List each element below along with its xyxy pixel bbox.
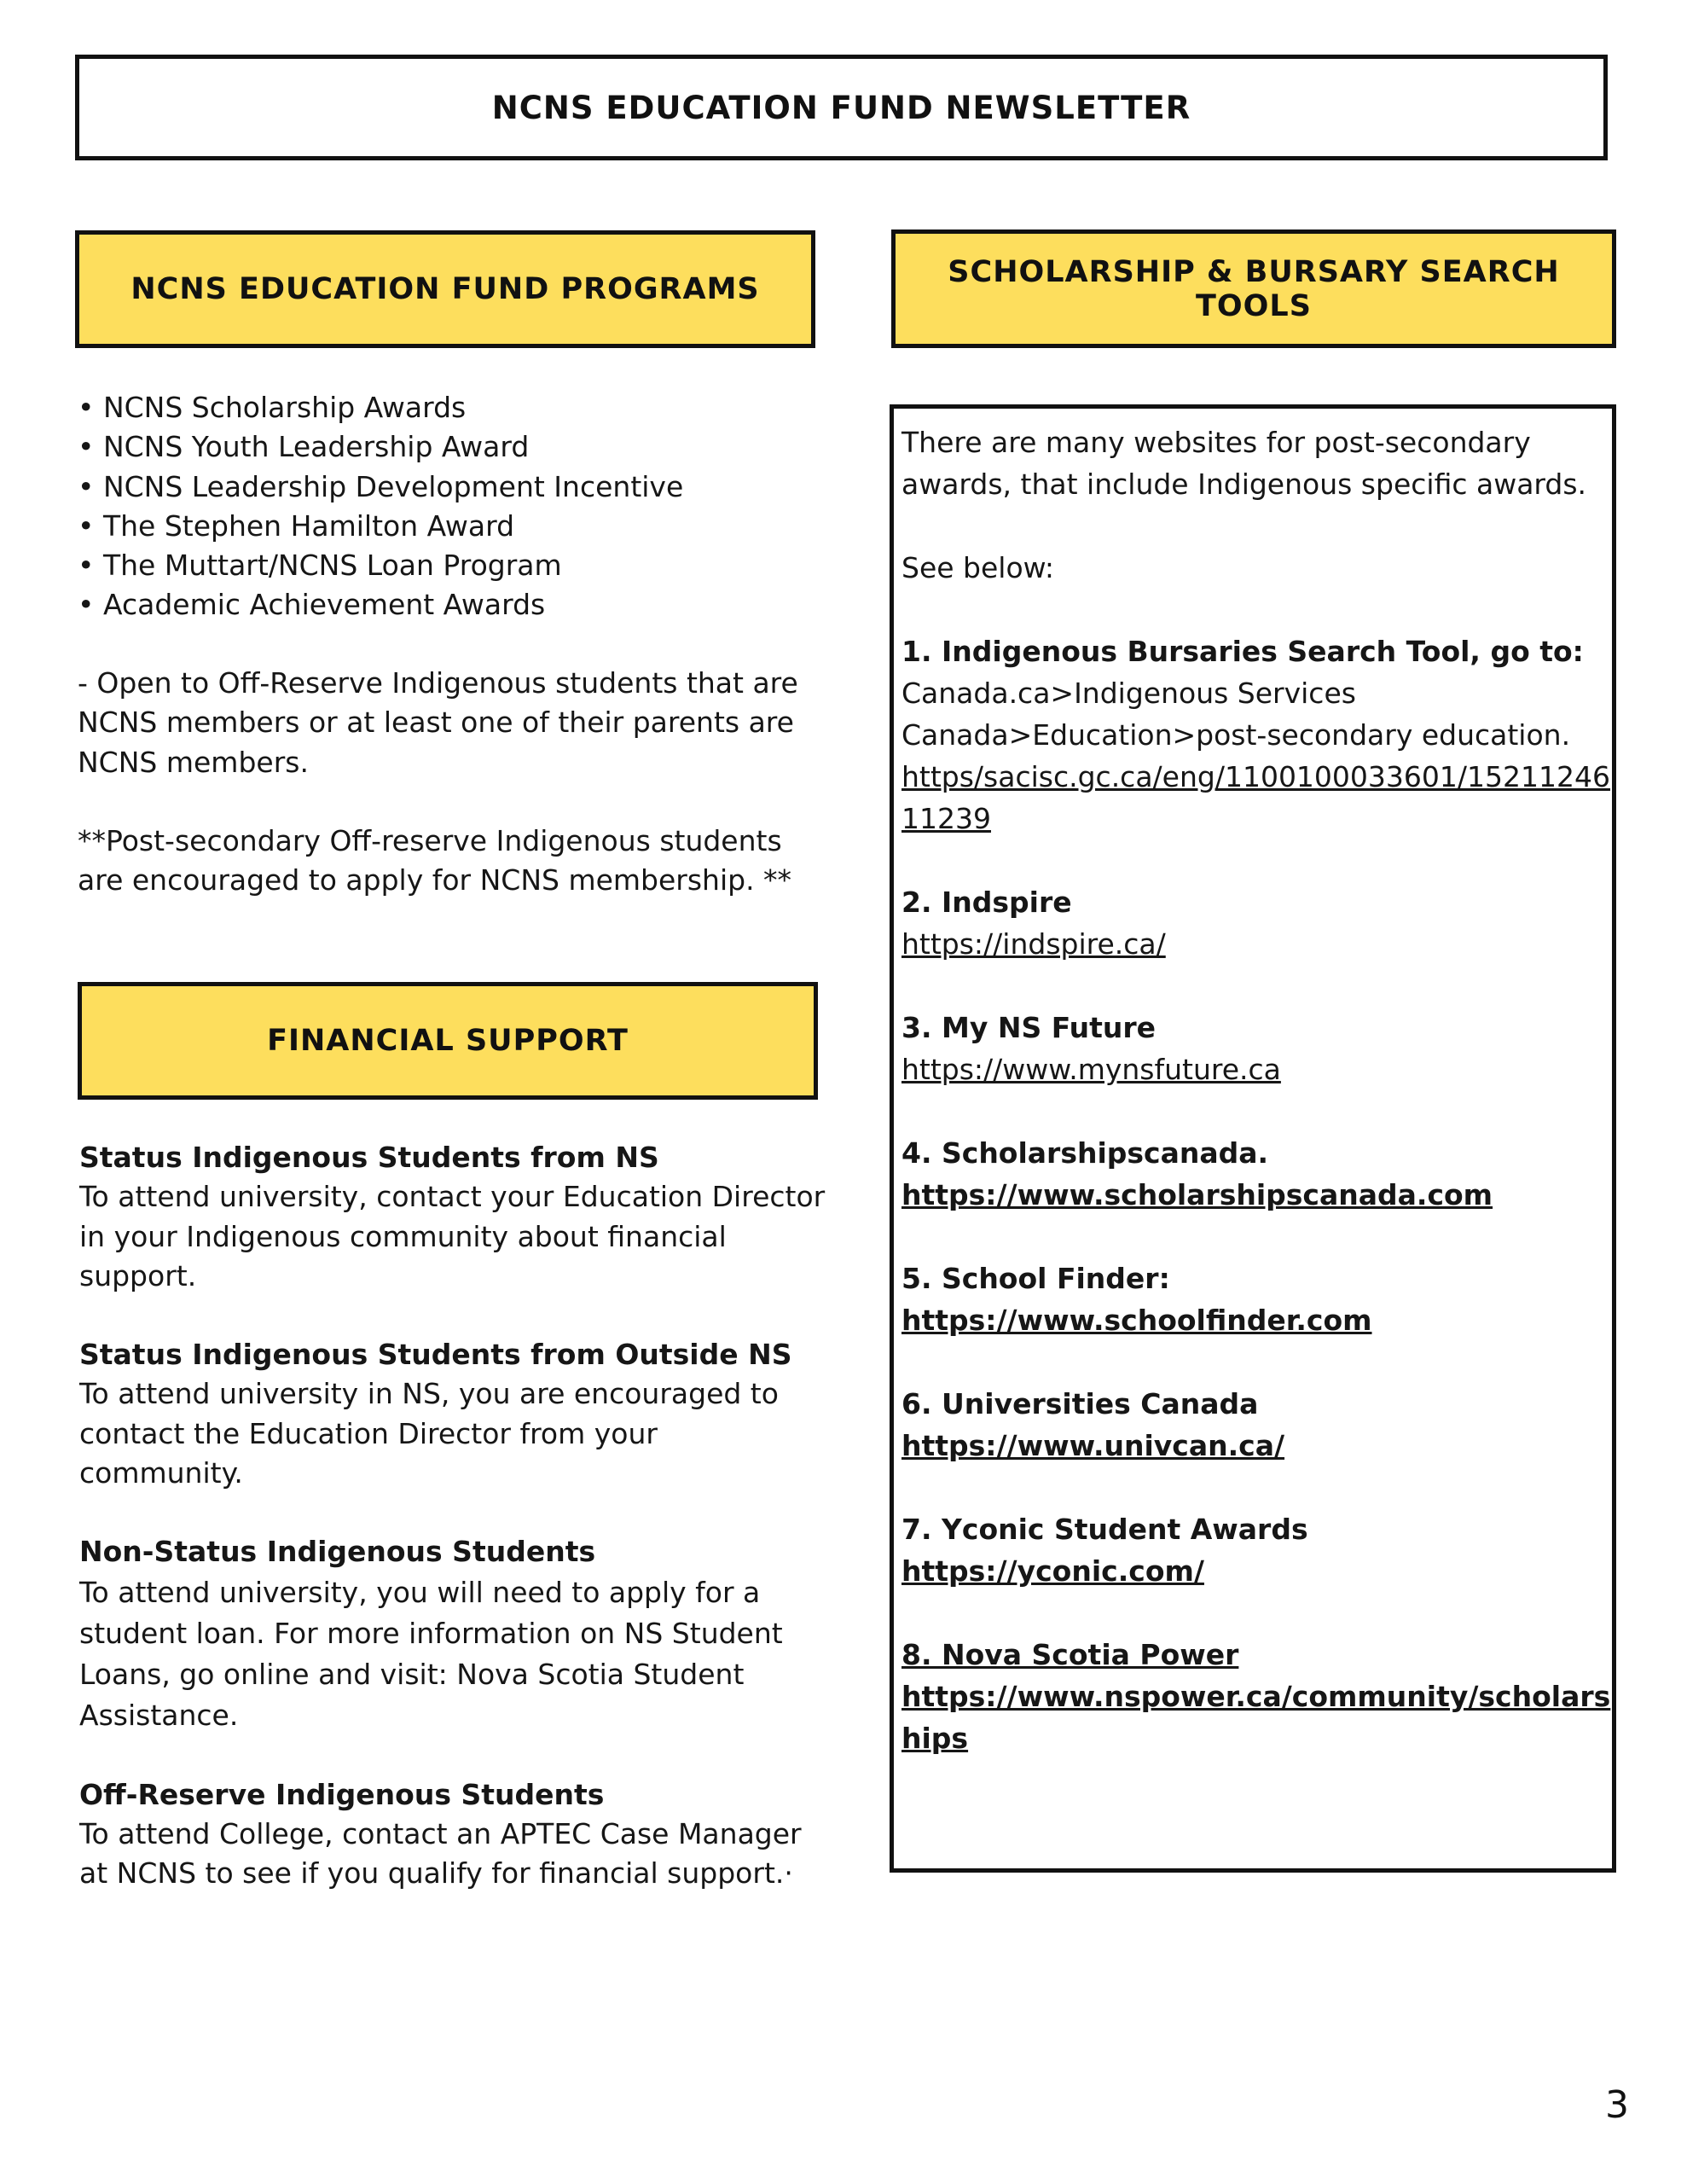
membership-note: **Post-secondary Off-reserve Indigenous students are encouraged to apply for NCNS membership. **: [78, 823, 792, 897]
search-tools-heading-box: [891, 229, 1616, 348]
programs-list: [78, 388, 820, 625]
search-tools-content: [901, 421, 1614, 1759]
tool-link[interactable]: https://www.nspower.ca/community/scholarships: [901, 1680, 1611, 1755]
financial-section-title: Non-Status Indigenous Students: [79, 1535, 596, 1569]
financial-section-title: Status Indigenous Students from NS: [79, 1141, 659, 1174]
tool-link[interactable]: https://www.mynsfuture.ca: [901, 1053, 1281, 1086]
programs-details: [78, 664, 828, 900]
tool-title: 4. Scholarshipscanada.: [901, 1136, 1269, 1170]
financial-section-body: To attend university, you will need to apply for a student loan. For more information on NS Student Loans, go online and visit: Nova Scotia Student Assistance.: [79, 1575, 783, 1732]
tool-title: 1. Indigenous Bursaries Search Tool, go to:: [901, 635, 1584, 668]
tool-link[interactable]: https/sacisc.gc.ca/eng/1100100033601/1521124611239: [901, 760, 1610, 835]
financial-heading-box: [78, 982, 818, 1100]
financial-section-title: Off-Reserve Indigenous Students: [79, 1777, 605, 1811]
program-item: • Academic Achievement Awards: [78, 588, 546, 622]
newsletter-title: NCNS EDUCATION FUND NEWSLETTER: [491, 89, 1191, 126]
search-intro: There are many websites for post-secondary awards, that include Indigenous specific awards.: [901, 426, 1587, 501]
tool-title: 5. School Finder:: [901, 1262, 1170, 1295]
financial-section-body: To attend university in NS, you are encouraged to contact the Education Director from your community.: [79, 1377, 779, 1490]
tool-link[interactable]: https://yconic.com/: [901, 1554, 1204, 1588]
financial-section-body: To attend university, contact your Education Director in your Indigenous community about financial support.: [79, 1180, 826, 1292]
financial-section-title: Status Indigenous Students from Outside NS: [79, 1338, 792, 1372]
eligibility-text: - Open to Off-Reserve Indigenous students that are NCNS members or at least one of their parents are NCNS members.: [78, 666, 798, 779]
financial-section-body: To attend College, contact an APTEC Case Manager at NCNS to see if you qualify for financial support.·: [79, 1816, 802, 1891]
see-below: See below:: [901, 551, 1054, 584]
tool-link[interactable]: https://www.scholarshipscanada.com: [901, 1178, 1493, 1211]
tool-title: 8. Nova Scotia Power: [901, 1638, 1239, 1671]
tool-title: 6. Universities Canada: [901, 1387, 1259, 1420]
tool-description: Canada.ca>Indigenous Services Canada>Education>post-secondary education.: [901, 677, 1571, 752]
program-item: • NCNS Leadership Development Incentive: [78, 469, 684, 503]
financial-heading: FINANCIAL SUPPORT: [267, 1024, 629, 1058]
tool-title: 2. Indspire: [901, 886, 1072, 919]
program-item: • NCNS Youth Leadership Award: [78, 430, 530, 464]
financial-sections: [79, 1138, 830, 1894]
tool-link[interactable]: https://www.univcan.ca/: [901, 1429, 1285, 1462]
programs-heading-box: [75, 230, 815, 348]
search-tools-heading: SCHOLARSHIP & BURSARY SEARCH TOOLS: [948, 254, 1560, 323]
tool-title: 3. My NS Future: [901, 1011, 1157, 1044]
program-item: • NCNS Scholarship Awards: [78, 391, 467, 424]
program-item: • The Muttart/NCNS Loan Program: [78, 549, 562, 583]
page-number: 3: [1605, 2083, 1629, 2127]
program-item: • The Stephen Hamilton Award: [78, 508, 515, 543]
newsletter-title-box: [75, 55, 1608, 160]
tool-title: 7. Yconic Student Awards: [901, 1513, 1308, 1546]
tool-link[interactable]: https://indspire.ca/: [901, 927, 1166, 961]
programs-heading: NCNS EDUCATION FUND PROGRAMS: [130, 272, 760, 306]
tool-link[interactable]: https://www.schoolfinder.com: [901, 1304, 1372, 1337]
